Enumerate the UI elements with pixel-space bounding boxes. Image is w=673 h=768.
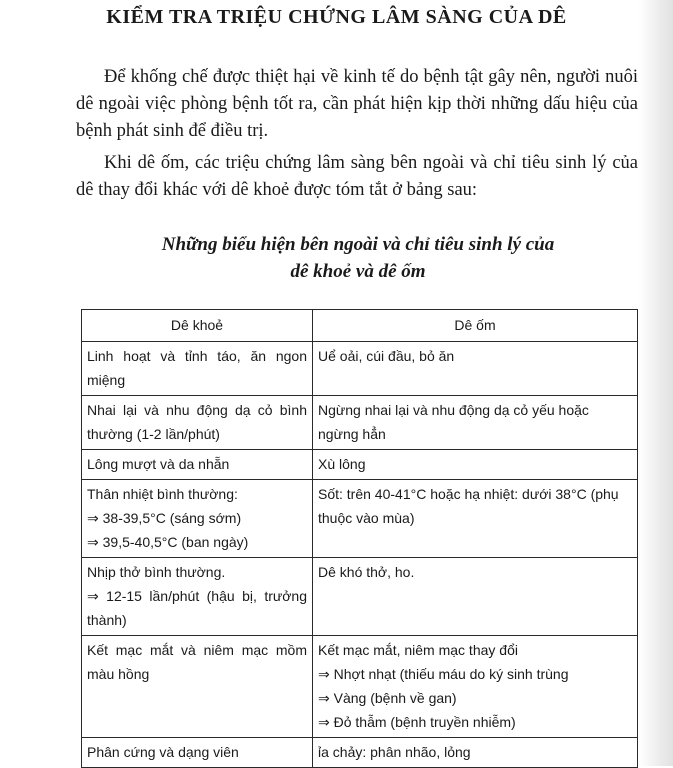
sick-cell [313, 738, 638, 768]
table-row [82, 450, 638, 480]
healthy-cell [82, 480, 313, 558]
cell-line: Sốt: trên 40-41°C hoặc hạ nhiệt: dưới 38°C (phụ thuộc vào mùa) [318, 486, 619, 526]
cell-line: Uể oải, cúi đầu, bỏ ăn [318, 348, 455, 364]
table-row [82, 558, 638, 636]
healthy-cell [82, 396, 313, 450]
cell-line: Kết mạc mắt, niêm mạc thay đổi [318, 642, 518, 658]
healthy-cell [82, 450, 313, 480]
healthy-cell [82, 738, 313, 768]
summary-paragraph: Khi dê ốm, các triệu chứng lâm sàng bên ngoài và chỉ tiêu sinh lý của dê thay đổi khác với dê khoẻ được tóm tắt ở bảng sau: [76, 153, 638, 200]
sick-cell [313, 558, 638, 636]
cell-line: Dê khó thở, ho. [318, 564, 415, 580]
page-edge-shadow [639, 0, 673, 766]
table-header-row [82, 310, 638, 342]
table-caption-line-1: Những biểu hiện bên ngoài và chỉ tiêu sinh lý của [161, 234, 555, 255]
cell-line: Nhịp thở bình thường. [87, 564, 226, 580]
table-caption-line-2: dê khoẻ và dê ốm [290, 261, 426, 282]
cell-line: ⇒ Đỏ thẫm (bệnh truyền nhiễm) [318, 714, 516, 730]
cell-line: Linh hoạt và tỉnh táo, ăn ngon miệng [87, 348, 307, 388]
cell-line: ⇒ Nhợt nhạt (thiếu máu do ký sinh trùng [318, 666, 569, 682]
sick-cell [313, 480, 638, 558]
cell-line: ⇒ 38-39,5°C (sáng sớm) [87, 510, 242, 526]
cell-line: Thân nhiệt bình thường: [87, 486, 238, 502]
cell-line: Lông mượt và da nhẵn [87, 456, 230, 472]
header-healthy-goat: Dê khoẻ [82, 310, 313, 342]
healthy-cell [82, 636, 313, 738]
symptom-table [81, 309, 638, 768]
cell-line: Xù lông [318, 456, 366, 472]
header-sick-goat: Dê ốm [313, 310, 638, 342]
sick-cell [313, 396, 638, 450]
cell-line: Nhai lại và nhu động dạ cỏ bình thường (1-2 lần/phút) [87, 402, 307, 442]
table-row [82, 342, 638, 396]
cell-line: ⇒ 12-15 lần/phút (hậu bị, trưởng thành) [87, 588, 307, 628]
cell-line: ⇒ Vàng (bệnh về gan) [318, 690, 457, 706]
cell-line: ⇒ 39,5-40,5°C (ban ngày) [87, 534, 249, 550]
cell-line: Ngừng nhai lại và nhu động dạ cỏ yếu hoặc ngừng hẳn [318, 402, 589, 442]
sick-cell [313, 636, 638, 738]
cell-line: ỉa chảy: phân nhão, lỏng [318, 744, 471, 760]
cell-line: Kết mạc mắt và niêm mạc mồm màu hồng [87, 642, 307, 682]
table-row [82, 636, 638, 738]
sick-cell [313, 342, 638, 396]
sick-cell [313, 450, 638, 480]
table-row [82, 738, 638, 768]
cell-line: Phân cứng và dạng viên [87, 744, 239, 760]
intro-paragraph: Để khống chế được thiệt hại về kinh tế do bệnh tật gây nên, người nuôi dê ngoài việc phòng bệnh tốt ra, cần phát hiện kịp thời những dấu hiệu của bệnh phát sinh để điều trị. [76, 67, 638, 141]
page-title: KIỂM TRA TRIỆU CHỨNG LÂM SÀNG CỦA DÊ [106, 6, 567, 28]
table-row [82, 396, 638, 450]
table-row [82, 480, 638, 558]
healthy-cell [82, 558, 313, 636]
healthy-cell [82, 342, 313, 396]
